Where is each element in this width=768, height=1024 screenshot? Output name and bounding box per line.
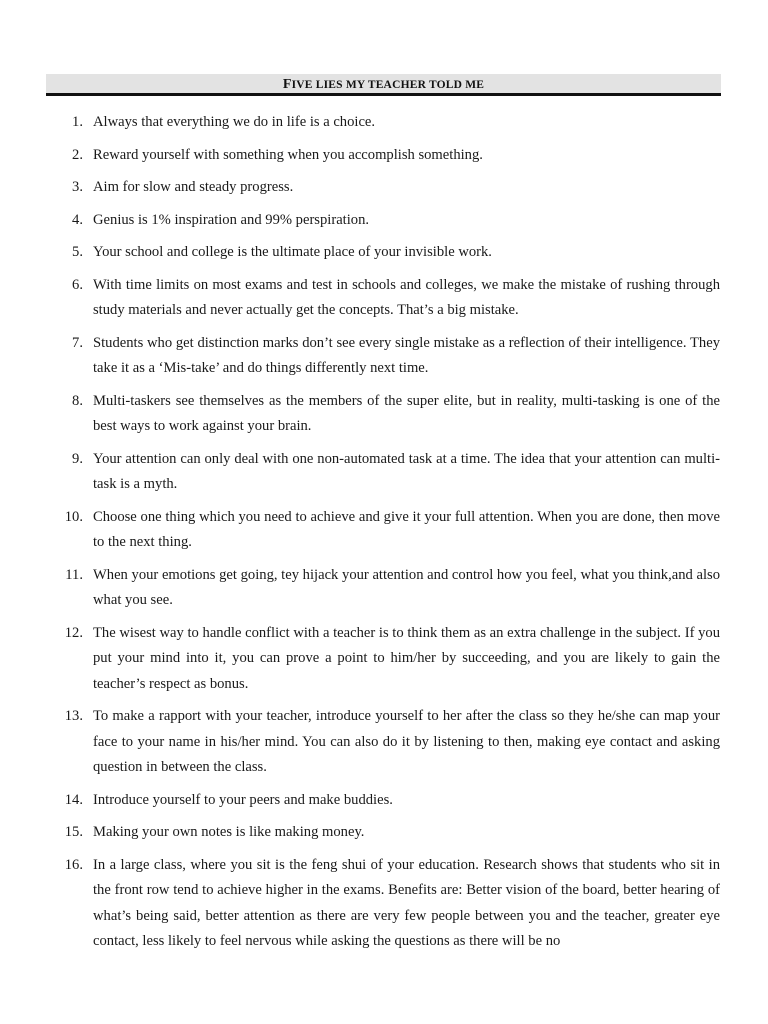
item-number: 11. [65,566,83,583]
document-title-bar [46,74,721,96]
item-text: To make a rapport with your teacher, introduce yourself to her after the class so they he/she can map your face to your name in his/her mind. You can also do it by listening to then, making eye contact and asking question in between the class. [93,708,720,775]
list-item [46,447,720,498]
item-number: 5. [72,244,83,260]
item-text: Making your own notes is like making money. [93,824,365,840]
item-text: Genius is 1% inspiration and 99% perspiration. [93,211,370,228]
item-text: In a large class, where you sit is the feng shui of your education. Research shows that students who sit in the front row tend to achieve higher in the exams. Benefits are: Better vision of the board, better hearing of what’s being said, better attention as there are very few people between you and the teacher, greater eye contact, less likely to feel nervous while asking the questions as there will be no [93,856,720,949]
item-text: Your school and college is the ultimate place of your invisible work. [93,244,492,260]
item-number: 7. [72,334,83,351]
title-first-letter: F [282,77,292,92]
list-item [46,820,720,846]
list-item [46,853,720,955]
item-number: 16. [64,856,83,873]
list-item [46,110,720,136]
item-number: 8. [72,392,83,409]
list-item [46,621,720,698]
item-text: When your emotions get going, tey hijack your attention and control how you feel, what you think,and also what you see. [93,566,720,608]
list-item [46,273,720,324]
item-number: 6. [72,276,83,293]
item-number: 13. [64,708,83,724]
item-number: 14. [64,791,83,808]
item-number: 12. [64,624,83,641]
list-item [46,208,720,234]
list-item [46,175,720,201]
item-text: The wisest way to handle conflict with a teacher is to think them as an extra challenge in the subject. If you put your mind into it, you can prove a point to him/her by succeeding, and you are likely to gain the teacher’s respect as bonus. [93,624,720,692]
item-text: Introduce yourself to your peers and make buddies. [93,791,393,808]
list-item [46,788,720,814]
list-item [46,563,720,614]
title-rest: IVE LIES MY TEACHER TOLD ME [291,79,485,91]
item-text: Reward yourself with something when you accomplish something. [93,146,483,163]
tips-list [46,110,720,962]
list-item [46,240,720,266]
item-number: 2. [72,146,83,163]
item-number: 10. [64,508,83,525]
item-number: 15. [64,824,83,840]
list-item [46,143,720,169]
item-text: With time limits on most exams and test in schools and colleges, we make the mistake of rushing through study materials and never actually get the concepts. That’s a big mistake. [93,276,720,318]
list-item [46,389,720,440]
list-item [46,704,720,781]
item-text: Choose one thing which you need to achieve and give it your full attention. When you are done, then move to the next thing. [93,508,720,550]
document-title [283,79,484,91]
item-text: Your attention can only deal with one non-automated task at a time. The idea that your attention can multi-task is a myth. [93,450,720,492]
item-text: Aim for slow and steady progress. [93,179,294,195]
item-text: Students who get distinction marks don’t see every single mistake as a reflection of their intelligence. They take it as a ‘Mis-take’ and do things differently next time. [93,334,720,376]
item-number: 1. [72,114,83,130]
list-item [46,505,720,556]
item-text: Always that everything we do in life is a choice. [93,114,376,130]
item-number: 9. [72,450,83,467]
list-item [46,331,720,382]
item-number: 3. [72,179,83,195]
item-number: 4. [72,211,83,228]
item-text: Multi-taskers see themselves as the members of the super elite, but in reality, multi-tasking is one of the best ways to work against your brain. [93,392,720,434]
